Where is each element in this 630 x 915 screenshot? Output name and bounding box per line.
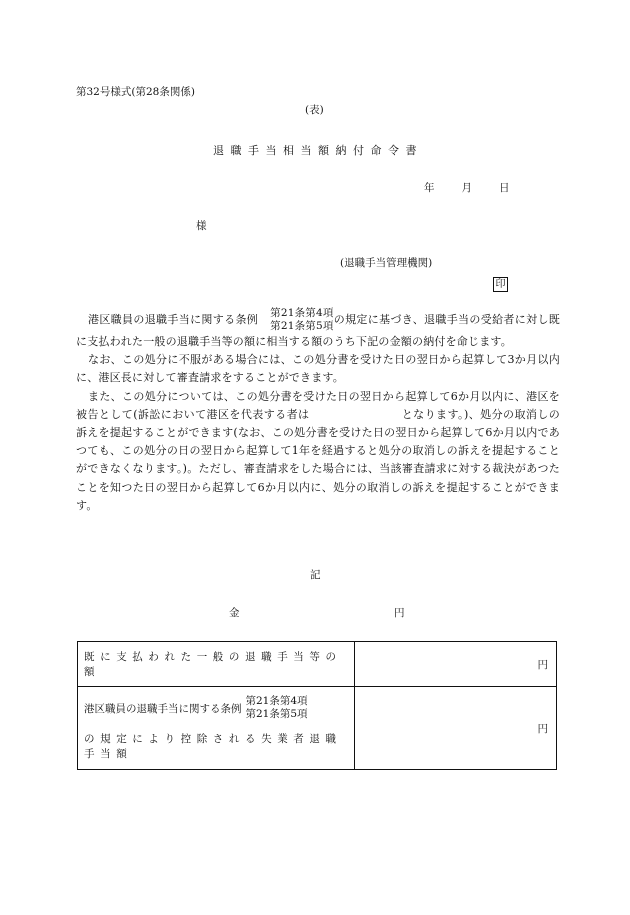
article-stack bbox=[258, 307, 333, 333]
article-2: 第21条第5項 bbox=[270, 320, 334, 332]
row2-unit: 円 bbox=[355, 687, 557, 770]
paragraph-appeal: なお、この処分に不服がある場合には、この処分書を受けた日の翌日から起算して3か月以内に、港区長に対して審査請求をすることができます。 bbox=[76, 353, 560, 385]
row2-label-top: 港区職員の退職手当に関する条例 bbox=[84, 702, 242, 715]
p3-pre: また、この処分については、この処分書を受けた日の翌日から起算して6か月以内に、港区を被告として(訴訟において港区を代表する者は bbox=[76, 389, 560, 421]
issuer-label: (退職手当管理機関) bbox=[340, 257, 433, 269]
date-year-label: 年 bbox=[424, 182, 435, 194]
document-title: 退職手当相当額納付命令書 bbox=[213, 144, 423, 157]
p1-post: の規定に基づき、退職手当の受給者に対し既に支払われた一般の退職手当等の額に相当する額のうち下記の金額の納付を命じます。 bbox=[76, 313, 561, 348]
table-row bbox=[78, 642, 557, 687]
date-line bbox=[424, 181, 510, 195]
row2-label-cell bbox=[78, 687, 355, 770]
ki-heading: 記 bbox=[310, 569, 321, 581]
row1-label: 既に支払われた一般の退職手当等の額 bbox=[84, 651, 342, 678]
date-month-label: 月 bbox=[461, 182, 472, 194]
paragraph-order bbox=[76, 307, 560, 351]
addressee-suffix: 様 bbox=[196, 220, 207, 232]
issuer-seal bbox=[493, 272, 508, 292]
row2-article-stack bbox=[246, 695, 308, 721]
date-day-label: 日 bbox=[499, 182, 510, 194]
side-indicator: (表) bbox=[305, 104, 324, 116]
seal-mark: 印 bbox=[493, 277, 508, 292]
row1-label-cell bbox=[78, 642, 355, 687]
p1-pre: 港区職員の退職手当に関する条例 bbox=[88, 313, 259, 326]
amount-kin: 金 bbox=[229, 607, 240, 619]
row2-top-line bbox=[84, 695, 348, 721]
amount-table bbox=[77, 641, 557, 770]
row1-unit: 円 bbox=[355, 642, 557, 687]
amount-en: 円 bbox=[394, 607, 405, 619]
article-1: 第21条第4項 bbox=[270, 307, 334, 319]
form-number: 第32号様式(第28条関係) bbox=[76, 86, 195, 98]
row2-article-1: 第21条第4項 bbox=[245, 695, 308, 707]
table-row bbox=[78, 687, 557, 770]
row2-article-2: 第21条第5項 bbox=[245, 708, 308, 720]
p3-post: となります。)、処分の取消しの訴えを提起することができます(なお、この処分書を受けた日の翌日から起算して6か月以内であつても、この処分の日の翌日から起算して1年を経過すると処分の取消しの訴えを提起することができなくなります。)。ただし、審査請求をした場合には、当該審査請求に対する裁決があつたことを知つた日の翌日から起算して6か月以内に、処分の取消しの訴えを提起することができます。 bbox=[76, 407, 560, 512]
paragraph-lawsuit bbox=[76, 388, 560, 515]
row2-label-bottom: の規定により控除される失業者退職手当額 bbox=[84, 733, 342, 760]
notice-body bbox=[76, 307, 560, 515]
